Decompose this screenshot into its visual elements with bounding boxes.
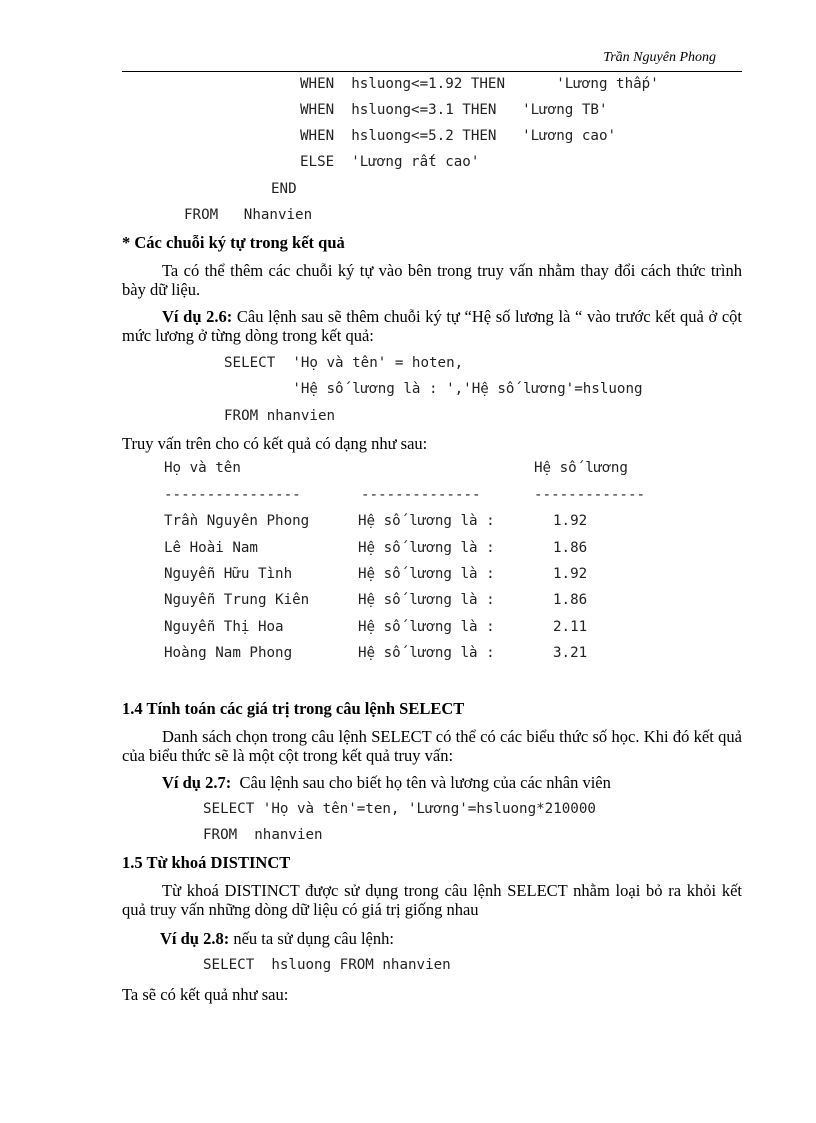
result-dash-3: ------------- (534, 487, 646, 503)
code-when-1 (300, 76, 659, 92)
heading-strings: * Các chuỗi ký tự trong kết quả (122, 233, 345, 252)
code-keyword: WHEN (300, 128, 335, 144)
result-row-label: Hệ số lương là : (358, 592, 495, 608)
example-label: Ví dụ 2.8: (160, 929, 230, 948)
result-row-label: Hệ số lương là : (358, 619, 495, 635)
result-header-name: Họ và tên (164, 460, 241, 476)
code-rest: hsluong<=5.2 THEN 'Lương cao' (351, 128, 617, 144)
result-row-label: Hệ số lương là : (358, 566, 495, 582)
example-2-6 (122, 307, 742, 345)
result-header-salary: Hệ số lương (534, 460, 628, 476)
result-row-name: Lê Hoài Nam (164, 540, 258, 556)
heading-1-5: 1.5 Từ khoá DISTINCT (122, 853, 291, 872)
result-dash-2: -------------- (361, 487, 481, 503)
result-intro: Truy vấn trên cho có kết quả có dạng như sau: (122, 434, 428, 453)
closing-text: Ta sẽ có kết quả như sau: (122, 985, 289, 1004)
result-row-name: Nguyễn Hữu Tình (164, 566, 293, 582)
code2-line-1: SELECT 'Họ và tên' = hoten, (224, 355, 464, 371)
example-text: Câu lệnh sau sẽ thêm chuỗi ký tự “Hệ số lương là “ vào trước kết quả ở cột mức lương ở từng dòng trong kết quả: (122, 307, 742, 345)
example-2-8 (160, 929, 394, 949)
result-row-value: 1.92 (553, 566, 588, 582)
result-row-value: 3.21 (553, 645, 588, 661)
code-when-3 (300, 128, 616, 144)
result-row-value: 2.11 (553, 619, 588, 635)
code-rest: hsluong<=1.92 THEN 'Lương thấp' (351, 76, 659, 92)
result-row-label: Hệ số lương là : (358, 540, 495, 556)
para-1-5-text: Từ khoá DISTINCT được sử dụng trong câu lệnh SELECT nhằm loại bỏ ra khỏi kết quả truy vấn những dòng dữ liệu có giá trị giống nhau (122, 881, 742, 919)
result-row-value: 1.92 (553, 513, 588, 529)
para-1-4-text: Danh sách chọn trong câu lệnh SELECT có thể có các biểu thức số học. Khi đó kết quả của biểu thức sẽ là một cột trong kết quả truy vấn: (122, 727, 742, 765)
code3-line-2: FROM nhanvien (203, 827, 323, 843)
para-1-4 (122, 727, 742, 765)
code-keyword: WHEN (300, 76, 335, 92)
result-row-name: Nguyễn Trung Kiên (164, 592, 310, 608)
para-strings (122, 261, 742, 299)
code3-line-1: SELECT 'Họ và tên'=ten, 'Lương'=hsluong*210000 (203, 801, 596, 817)
header-author: Trần Nguyên Phong (603, 50, 716, 65)
code2-line-3: FROM nhanvien (224, 408, 336, 424)
code-else (300, 154, 479, 170)
code-rest: 'Lương rất cao' (351, 154, 480, 170)
code-from (184, 207, 312, 223)
para-1-5 (122, 881, 742, 919)
example-label: Ví dụ 2.6: (162, 307, 233, 326)
result-row-name: Trần Nguyên Phong (164, 513, 310, 529)
code-when-2 (300, 102, 608, 118)
result-row-value: 1.86 (553, 592, 588, 608)
code-rest: Nhanvien (243, 207, 313, 223)
code4-line: SELECT hsluong FROM nhanvien (203, 957, 451, 973)
code-end: END (271, 181, 297, 197)
code-rest: hsluong<=3.1 THEN 'Lương TB' (351, 102, 608, 118)
heading-1-4: 1.4 Tính toán các giá trị trong câu lệnh SELECT (122, 699, 465, 718)
code-keyword: FROM (184, 207, 219, 223)
result-row-value: 1.86 (553, 540, 588, 556)
code-keyword: WHEN (300, 102, 335, 118)
example-text: Câu lệnh sau cho biết họ tên và lương của các nhân viên (231, 773, 611, 792)
code-keyword: ELSE (300, 154, 335, 170)
result-row-label: Hệ số lương là : (358, 645, 495, 661)
result-row-name: Nguyễn Thị Hoa (164, 619, 284, 635)
result-dash-1: ---------------- (164, 487, 301, 503)
header-rule (122, 71, 742, 72)
code2-line-2: 'Hệ số lương là : ','Hệ số lương'=hsluong (224, 381, 643, 397)
result-row-name: Hoàng Nam Phong (164, 645, 293, 661)
example-label: Ví dụ 2.7: (162, 773, 232, 792)
para-strings-text: Ta có thể thêm các chuỗi ký tự vào bên trong truy vấn nhằm thay đổi cách thức trình bày dữ liệu. (122, 261, 742, 299)
result-row-label: Hệ số lương là : (358, 513, 495, 529)
example-2-7 (162, 773, 611, 793)
example-text: nếu ta sử dụng câu lệnh: (229, 929, 394, 948)
